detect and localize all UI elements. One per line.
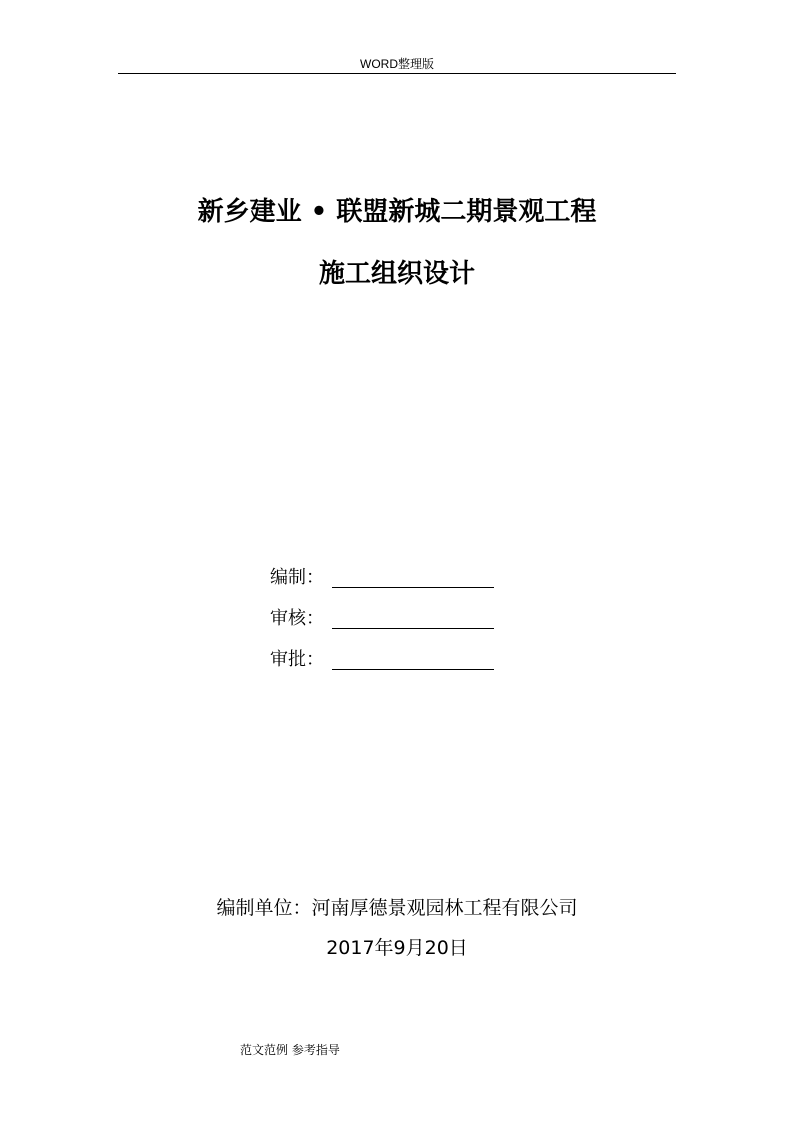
signature-label-approver: 审批： [270,649,324,670]
document-subtitle: 施工组织设计 [318,259,475,289]
signature-row-reviewer [270,603,494,631]
signature-label-reviewer: 审核： [270,608,324,629]
document-title: 新乡建业 • 联盟新城二期景观工程 [197,197,597,227]
document-date: 2017年9月20日 [326,937,468,959]
compiling-unit: 编制单位：河南厚德景观园林工程有限公司 [216,897,578,919]
page-header-text: WORD整理版 [360,57,434,71]
signature-blank-reviewer [332,628,494,629]
signature-label-compiler: 编制： [270,567,324,588]
signature-blank-approver [332,669,494,670]
page-footer-text: 范文范例 参考指导 [240,1043,340,1057]
header-divider [118,73,676,74]
signature-row-compiler [270,562,494,590]
signature-row-approver [270,644,494,672]
signature-blank-compiler [332,587,494,588]
